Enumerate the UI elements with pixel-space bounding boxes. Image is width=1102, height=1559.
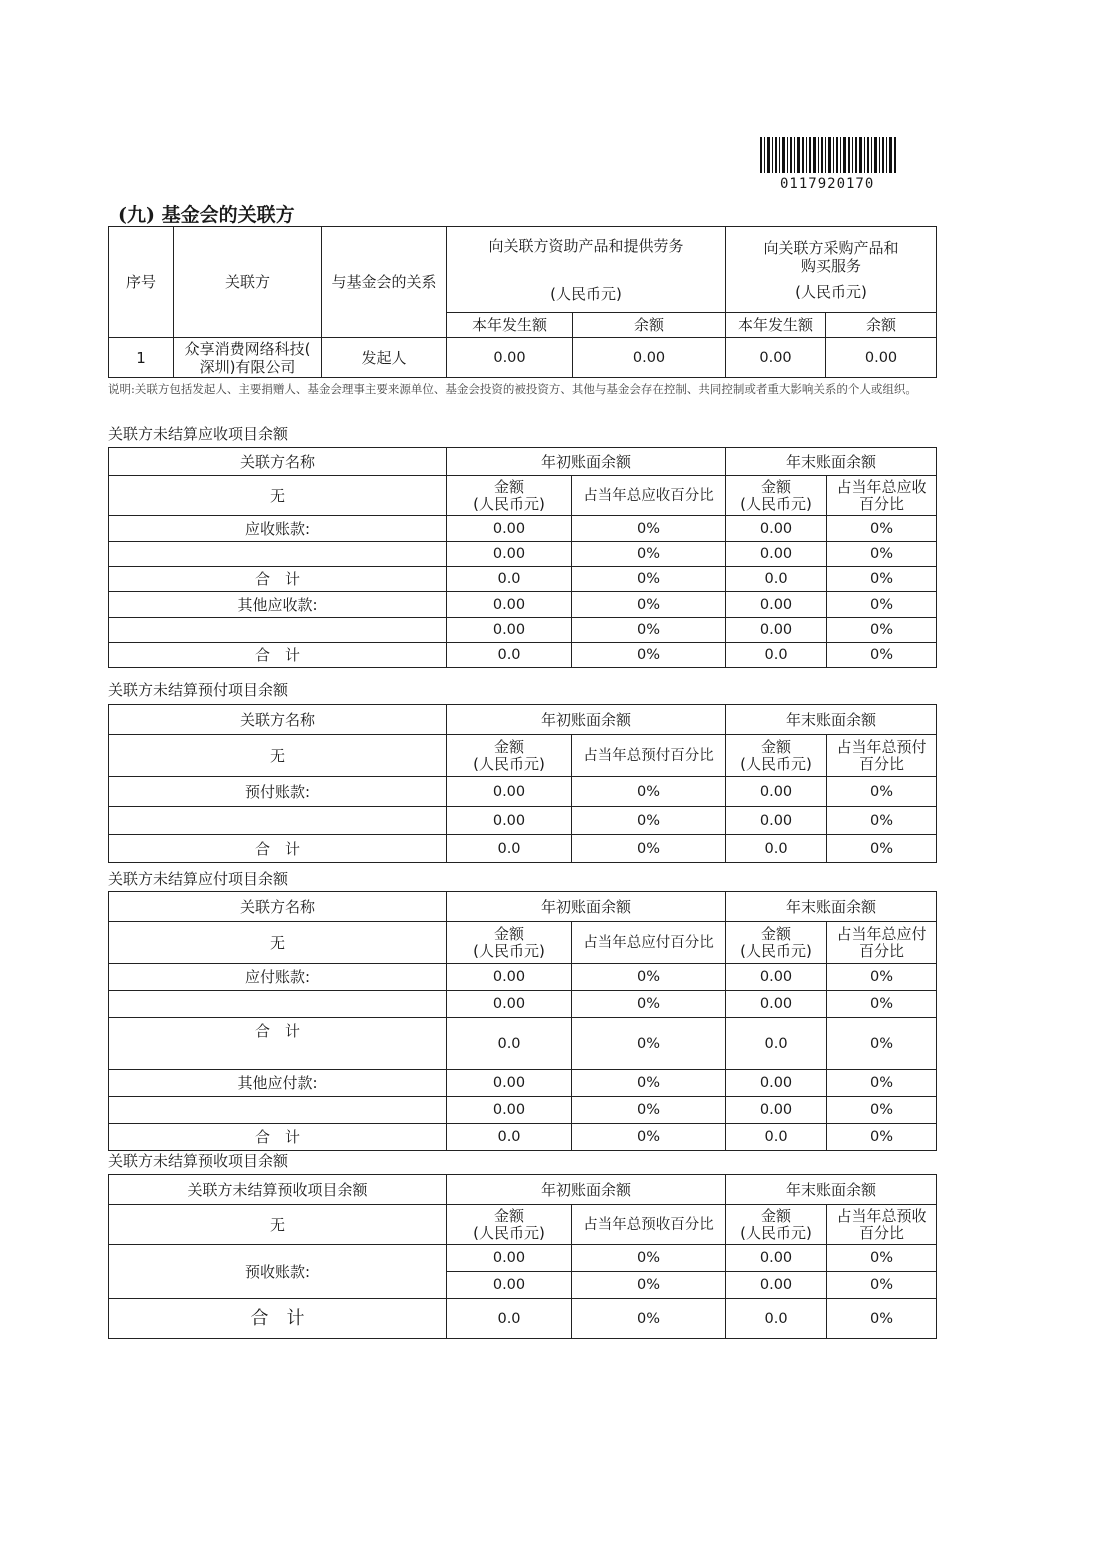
amount-line1: 金额: [493, 477, 524, 496]
end-amount: 0.00: [726, 777, 827, 807]
table-row: [109, 807, 937, 835]
header-provide-group: [447, 227, 726, 313]
row-relation: 发起人: [322, 338, 447, 378]
row-party-line2: 深圳)有限公司: [199, 357, 296, 376]
end-pct: 0%: [827, 1124, 937, 1151]
begin-pct: 0%: [572, 1299, 726, 1339]
end-pct: 0%: [827, 835, 937, 863]
begin-pct: 0%: [572, 807, 726, 835]
end-amount: 0.0: [726, 643, 827, 668]
begin-amount: 0.00: [447, 516, 572, 542]
end-amount: 0.00: [726, 1070, 827, 1097]
table-row: [109, 991, 937, 1018]
begin-pct: 0%: [572, 964, 726, 991]
header-end-balance: 年末账面余额: [726, 705, 937, 735]
provide-group-unit: (人民币元): [550, 284, 622, 303]
begin-amount: 0.00: [447, 1272, 572, 1299]
end-pct: 0%: [827, 567, 937, 592]
provide-group-label: 向关联方资助产品和提供劳务: [488, 236, 684, 255]
table-row: [109, 777, 937, 807]
end-amount: 0.0: [726, 1299, 827, 1339]
row-purchase-balance: 0.00: [826, 338, 937, 378]
begin-amount: 0.00: [447, 1097, 572, 1124]
receivable-caption: 关联方未结算应收项目余额: [108, 425, 289, 443]
begin-pct: 0%: [572, 1245, 726, 1272]
amount-line1: 金额: [761, 1206, 792, 1225]
amount-line2: (人民币元): [473, 494, 545, 513]
header-provide-current: 本年发生额: [447, 313, 573, 338]
header-party-name: 关联方名称: [109, 448, 447, 476]
row-label: [109, 542, 447, 567]
header-end-balance: 年末账面余额: [726, 892, 937, 922]
amount-line1: 金额: [761, 737, 792, 756]
header-end-pct: [827, 476, 937, 516]
amount-line1: 金额: [761, 477, 792, 496]
header-provide-balance: 余额: [573, 313, 726, 338]
end-pct: 0%: [827, 592, 937, 618]
end-pct: 0%: [827, 964, 937, 991]
begin-pct: 0%: [572, 1124, 726, 1151]
row-label: [109, 807, 447, 835]
begin-amount: 0.0: [447, 1124, 572, 1151]
pct-line1: 占当年总预收: [836, 1206, 927, 1225]
end-pct: 0%: [827, 618, 937, 643]
amount-line1: 金额: [493, 1206, 524, 1225]
purchase-group-label: 向关联方采购产品和购买服务: [763, 238, 899, 275]
begin-pct: 0%: [572, 777, 726, 807]
header-end-amount: [726, 735, 827, 777]
row-label: 合 计: [109, 567, 447, 592]
row-party-line1: 众享消费网络科技(: [184, 339, 311, 358]
begin-amount: 0.0: [447, 567, 572, 592]
amount-line2: (人民币元): [740, 1223, 812, 1242]
amount-line1: 金额: [493, 737, 524, 756]
end-amount: 0.00: [726, 964, 827, 991]
row-party: [174, 338, 322, 378]
header-end-pct: [827, 922, 937, 964]
table-row: [109, 1245, 937, 1272]
amount-line2: (人民币元): [740, 941, 812, 960]
row-label: [109, 618, 447, 643]
header-begin-balance: 年初账面余额: [447, 1175, 726, 1205]
prepaid-table: [108, 704, 937, 863]
row-label: 预收账款:: [109, 1245, 447, 1299]
begin-amount: 0.0: [447, 1018, 572, 1070]
header-end-balance: 年末账面余额: [726, 448, 937, 476]
end-pct: 0%: [827, 516, 937, 542]
row-label: 合 计: [109, 643, 447, 668]
pct-line1: 占当年总应收: [836, 477, 927, 496]
row-label: 合 计: [109, 1124, 447, 1151]
header-end-amount: [726, 476, 827, 516]
table-row: [109, 542, 937, 567]
row-label: 其他应付款:: [109, 1070, 447, 1097]
table-row: [109, 964, 937, 991]
amount-line1: 金额: [493, 924, 524, 943]
row-seq: 1: [109, 338, 174, 378]
pct-line1: 占当年总预付: [836, 737, 927, 756]
related-party-table: [108, 226, 937, 378]
begin-pct: 0%: [572, 592, 726, 618]
pct-line2: 百分比: [859, 941, 905, 960]
row-label: 应收账款:: [109, 516, 447, 542]
end-pct: 0%: [827, 542, 937, 567]
end-pct: 0%: [827, 1097, 937, 1124]
row-provide-current: 0.00: [447, 338, 573, 378]
receivable-table: [108, 447, 937, 668]
end-pct: 0%: [827, 991, 937, 1018]
header-none: 无: [109, 922, 447, 964]
amount-line2: (人民币元): [473, 1223, 545, 1242]
end-amount: 0.00: [726, 1097, 827, 1124]
row-label: [109, 1097, 447, 1124]
header-begin-balance: 年初账面余额: [447, 448, 726, 476]
end-pct: 0%: [827, 807, 937, 835]
end-amount: 0.0: [726, 835, 827, 863]
barcode-number: 0117920170: [780, 176, 875, 192]
table-row: [109, 516, 937, 542]
table-row: [109, 567, 937, 592]
begin-amount: 0.00: [447, 991, 572, 1018]
header-seq: 序号: [109, 227, 174, 338]
begin-amount: 0.0: [447, 1299, 572, 1339]
header-begin-pct: 占当年总预收百分比: [572, 1205, 726, 1245]
amount-line1: 金额: [761, 924, 792, 943]
note-text: 说明:关联方包括发起人、主要捐赠人、基金会理事主要来源单位、基金会投资的被投资方、其他与基金会存在控制、共同控制或者重大影响关系的个人或组织。: [108, 382, 917, 396]
header-purchase-balance: 余额: [826, 313, 937, 338]
row-label: 合 计: [109, 1299, 447, 1339]
end-amount: 0.0: [726, 567, 827, 592]
end-pct: 0%: [827, 1272, 937, 1299]
begin-amount: 0.00: [447, 807, 572, 835]
end-amount: 0.00: [726, 991, 827, 1018]
begin-amount: 0.0: [447, 835, 572, 863]
begin-pct: 0%: [572, 835, 726, 863]
begin-pct: 0%: [572, 542, 726, 567]
end-pct: 0%: [827, 1299, 937, 1339]
row-provide-balance: 0.00: [573, 338, 726, 378]
begin-pct: 0%: [572, 1018, 726, 1070]
end-amount: 0.00: [726, 1245, 827, 1272]
begin-amount: 0.00: [447, 777, 572, 807]
begin-pct: 0%: [572, 643, 726, 668]
row-label: 预付账款:: [109, 777, 447, 807]
row-label: 合 计: [109, 1018, 447, 1070]
begin-pct: 0%: [572, 1272, 726, 1299]
begin-amount: 0.00: [447, 1245, 572, 1272]
header-party-name: 关联方名称: [109, 705, 447, 735]
table-row: [109, 1018, 937, 1070]
table-row: [109, 592, 937, 618]
header-end-amount: [726, 1205, 827, 1245]
amount-line2: (人民币元): [473, 941, 545, 960]
begin-pct: 0%: [572, 567, 726, 592]
payable-table: [108, 891, 937, 1151]
header-party-name: 关联方名称: [109, 892, 447, 922]
end-pct: 0%: [827, 1070, 937, 1097]
header-purchase-current: 本年发生额: [726, 313, 826, 338]
header-relation: 与基金会的关系: [322, 227, 447, 338]
header-begin-amount: [447, 922, 572, 964]
table-row: [109, 835, 937, 863]
header-none: 无: [109, 476, 447, 516]
end-pct: 0%: [827, 1245, 937, 1272]
pct-line2: 百分比: [859, 1223, 905, 1242]
end-pct: 0%: [827, 1018, 937, 1070]
row-purchase-current: 0.00: [726, 338, 826, 378]
header-begin-amount: [447, 476, 572, 516]
header-begin-balance: 年初账面余额: [447, 705, 726, 735]
end-amount: 0.00: [726, 618, 827, 643]
row-label: 合 计: [109, 835, 447, 863]
header-end-pct: [827, 1205, 937, 1245]
row-label: [109, 991, 447, 1018]
amount-line2: (人民币元): [740, 754, 812, 773]
table-row: [109, 1070, 937, 1097]
pct-line1: 占当年总应付: [836, 924, 927, 943]
begin-pct: 0%: [572, 991, 726, 1018]
header-party-name: 关联方未结算预收项目余额: [109, 1175, 447, 1205]
pct-line2: 百分比: [859, 494, 905, 513]
begin-pct: 0%: [572, 1070, 726, 1097]
end-amount: 0.00: [726, 516, 827, 542]
row-label: 应付账款:: [109, 964, 447, 991]
prepaid-caption: 关联方未结算预付项目余额: [108, 681, 289, 699]
table-row: [109, 643, 937, 668]
amount-line2: (人民币元): [740, 494, 812, 513]
end-amount: 0.0: [726, 1124, 827, 1151]
header-begin-pct: 占当年总应付百分比: [572, 922, 726, 964]
begin-amount: 0.0: [447, 643, 572, 668]
table-row: [109, 1124, 937, 1151]
header-end-balance: 年末账面余额: [726, 1175, 937, 1205]
begin-amount: 0.00: [447, 542, 572, 567]
end-amount: 0.00: [726, 542, 827, 567]
table-row: [109, 338, 937, 378]
header-end-pct: [827, 735, 937, 777]
end-amount: 0.0: [726, 1018, 827, 1070]
end-pct: 0%: [827, 777, 937, 807]
header-begin-pct: 占当年总应收百分比: [572, 476, 726, 516]
header-party: 关联方: [174, 227, 322, 338]
barcode: [760, 137, 896, 173]
end-amount: 0.00: [726, 807, 827, 835]
advance-table: [108, 1174, 937, 1339]
begin-pct: 0%: [572, 1097, 726, 1124]
begin-amount: 0.00: [447, 618, 572, 643]
header-none: 无: [109, 735, 447, 777]
table-row: [109, 1097, 937, 1124]
row-label: 其他应收款:: [109, 592, 447, 618]
end-pct: 0%: [827, 643, 937, 668]
begin-amount: 0.00: [447, 592, 572, 618]
amount-line2: (人民币元): [473, 754, 545, 773]
section-title: (九) 基金会的关联方: [118, 204, 295, 226]
table-row: [109, 1299, 937, 1339]
header-begin-pct: 占当年总预付百分比: [572, 735, 726, 777]
header-none: 无: [109, 1205, 447, 1245]
end-amount: 0.00: [726, 1272, 827, 1299]
header-end-amount: [726, 922, 827, 964]
header-begin-amount: [447, 735, 572, 777]
pct-line2: 百分比: [859, 754, 905, 773]
begin-amount: 0.00: [447, 964, 572, 991]
payable-caption: 关联方未结算应付项目余额: [108, 870, 289, 888]
header-purchase-group: [726, 227, 937, 313]
header-begin-balance: 年初账面余额: [447, 892, 726, 922]
table-row: [109, 618, 937, 643]
header-begin-amount: [447, 1205, 572, 1245]
begin-pct: 0%: [572, 618, 726, 643]
begin-pct: 0%: [572, 516, 726, 542]
end-amount: 0.00: [726, 592, 827, 618]
advance-caption: 关联方未结算预收项目余额: [108, 1152, 289, 1170]
purchase-group-unit: (人民币元): [795, 282, 867, 301]
begin-amount: 0.00: [447, 1070, 572, 1097]
